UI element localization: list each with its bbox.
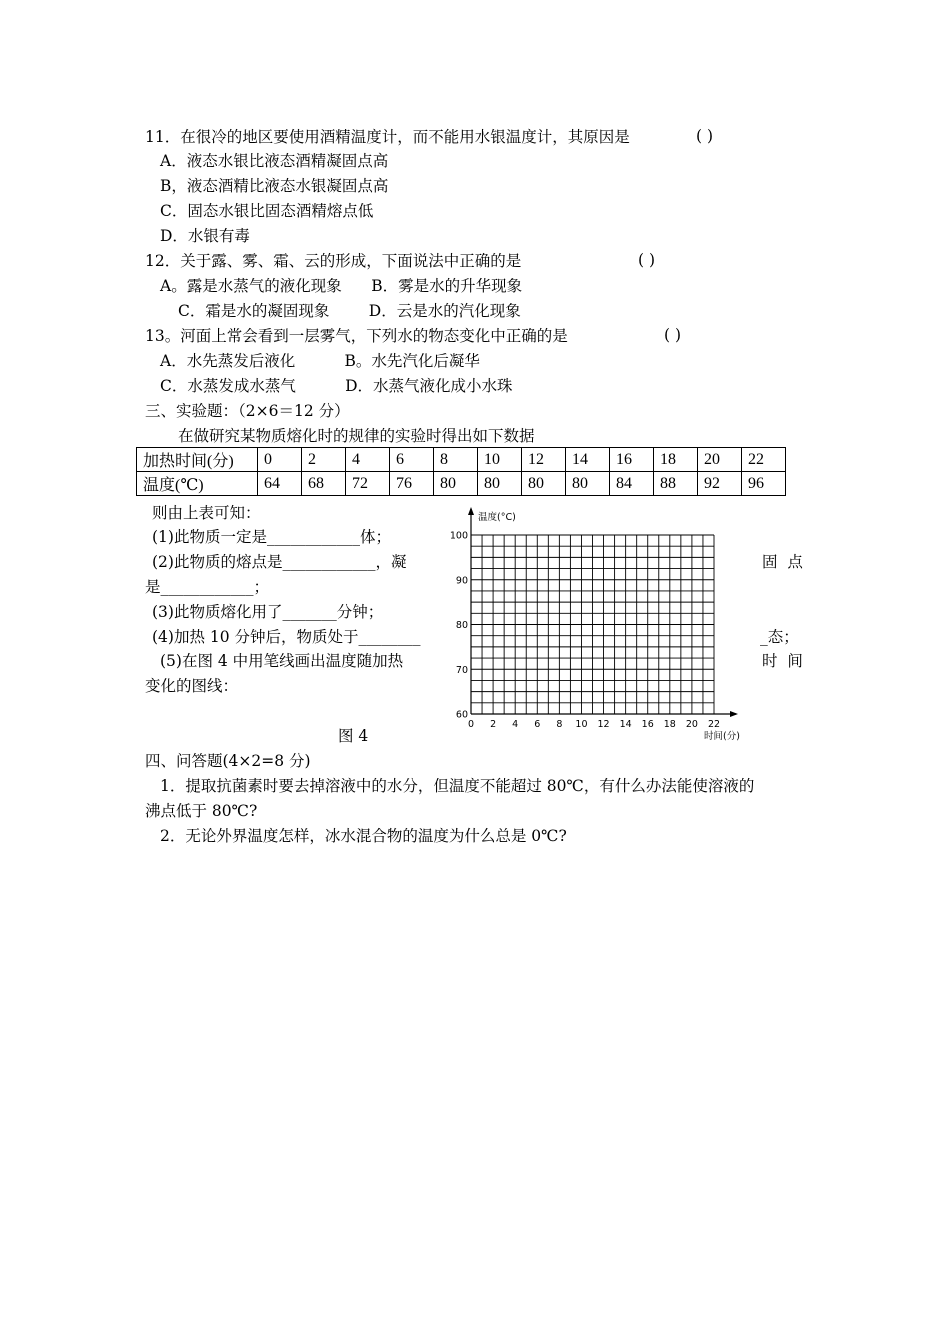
- section4-title: 四、问答题(4×2=8 分): [145, 752, 311, 770]
- table-header-temp: 温度(℃): [137, 472, 258, 496]
- table-row-time: [137, 448, 786, 472]
- section3-title: 三、实验题：（2×6＝12 分）: [145, 402, 350, 420]
- figure-caption: 图 4: [338, 727, 369, 745]
- q11-answer-paren: ( ): [696, 127, 714, 145]
- table-cell: 22: [742, 448, 786, 472]
- table-cell: 80: [566, 472, 610, 496]
- x-axis-label: 时间(分): [704, 731, 740, 742]
- table-cell: 68: [302, 472, 346, 496]
- q13-options-row2: C．水蒸发成水蒸气 D．水蒸气液化成小水珠: [160, 377, 513, 395]
- question-4-right-text: _态；: [760, 628, 799, 646]
- table-cell: 72: [346, 472, 390, 496]
- q13-options-row1: A．水先蒸发后液化 B。水先汽化后凝华: [160, 352, 480, 370]
- figure-4-grid: [440, 505, 750, 745]
- q12-options-row1: A。露是水蒸气的液化现象 B．雾是水的升华现象: [160, 277, 523, 295]
- table-cell: 8: [434, 448, 478, 472]
- section3-intro: 在做研究某物质熔化时的规律的实验时得出如下数据: [178, 427, 535, 445]
- q13-answer-paren: ( ): [664, 326, 682, 344]
- x-tick-label: 22: [707, 719, 721, 730]
- table-cell: 84: [610, 472, 654, 496]
- y-tick-label: 70: [455, 664, 468, 676]
- question-4: (4)加热 10 分钟后，物质处于________: [152, 628, 421, 646]
- table-cell: 96: [742, 472, 786, 496]
- table-cell: 80: [434, 472, 478, 496]
- section4-q1-line1: 1．提取抗菌素时要去掉溶液中的水分，但温度不能超过 80℃，有什么办法能使溶液的: [160, 777, 755, 795]
- table-cell: 2: [302, 448, 346, 472]
- x-tick-label: 4: [512, 719, 519, 730]
- table-cell: 80: [522, 472, 566, 496]
- table-cell: 0: [258, 448, 302, 472]
- x-tick-label: 0: [467, 719, 475, 730]
- table-cell: 12: [522, 448, 566, 472]
- x-tick-label: 18: [663, 719, 676, 730]
- table-cell: 6: [390, 448, 434, 472]
- data-table: [136, 447, 786, 496]
- y-tick-label: 100: [449, 530, 468, 542]
- x-axis-arrow-icon: [730, 711, 738, 717]
- section4-q1-line2: 沸点低于 80℃?: [145, 802, 258, 820]
- x-tick-label: 8: [556, 719, 563, 730]
- q12-options-row2: C．霜是水的凝固现象 D．云是水的汽化现象: [178, 302, 521, 320]
- question-5-right-text: 时 间: [762, 652, 803, 670]
- table-cell: 16: [610, 448, 654, 472]
- x-tick-label: 20: [685, 719, 698, 730]
- q12-answer-paren: ( ): [638, 251, 656, 269]
- table-cell: 92: [698, 472, 742, 496]
- x-tick-label: 6: [534, 719, 541, 730]
- question-1: (1)此物质一定是____________体；: [152, 528, 391, 546]
- table-cell: 18: [654, 448, 698, 472]
- q11-option-a: A．液态水银比液态酒精凝固点高: [160, 152, 389, 170]
- q13-stem: 13。河面上常会看到一层雾气，下列水的物态变化中正确的是: [145, 327, 568, 345]
- section4-q2: 2．无论外界温度怎样，冰水混合物的温度为什么总是 0℃?: [160, 827, 567, 845]
- q11-option-d: D．水银有毒: [160, 227, 250, 245]
- table-row-temp: [137, 472, 786, 496]
- question-5-part1: (5)在图 4 中用笔线画出温度随加热: [160, 652, 404, 670]
- table-cell: 14: [566, 448, 610, 472]
- y-axis-label: 温度(°C): [478, 512, 516, 523]
- question-2-right-text: 固 点: [762, 553, 803, 571]
- x-tick-label: 10: [575, 719, 588, 730]
- x-tick-label: 12: [597, 719, 610, 730]
- y-tick-label: 80: [455, 620, 468, 631]
- questions-lead: 则由上表可知：: [152, 504, 261, 522]
- x-tick-label: 16: [641, 719, 654, 730]
- table-cell: 80: [478, 472, 522, 496]
- table-header-time: 加热时间(分): [137, 448, 258, 472]
- question-5-part2: 变化的图线：: [145, 677, 239, 695]
- y-tick-label: 90: [455, 575, 468, 587]
- x-tick-label: 14: [619, 719, 632, 730]
- table-cell: 88: [654, 472, 698, 496]
- table-cell: 20: [698, 448, 742, 472]
- question-2-part2: 是____________；: [145, 578, 270, 596]
- y-tick-label: 60: [455, 709, 468, 721]
- table-cell: 76: [390, 472, 434, 496]
- question-2-part1: (2)此物质的熔点是____________，凝: [152, 553, 407, 571]
- table-cell: 64: [258, 472, 302, 496]
- question-3: (3)此物质熔化用了_______分钟；: [152, 603, 384, 621]
- q11-option-b: B，液态酒精比液态水银凝固点高: [160, 177, 389, 195]
- table-cell: 4: [346, 448, 390, 472]
- q12-stem: 12．关于露、雾、霜、云的形成，下面说法中正确的是: [145, 252, 522, 270]
- y-axis-arrow-icon: [468, 507, 474, 515]
- q11-option-c: C．固态水银比固态酒精熔点低: [160, 202, 374, 220]
- x-tick-label: 2: [490, 719, 497, 730]
- q11-stem: 11．在很冷的地区要使用酒精温度计，而不能用水银温度计，其原因是: [145, 128, 630, 146]
- table-cell: 10: [478, 448, 522, 472]
